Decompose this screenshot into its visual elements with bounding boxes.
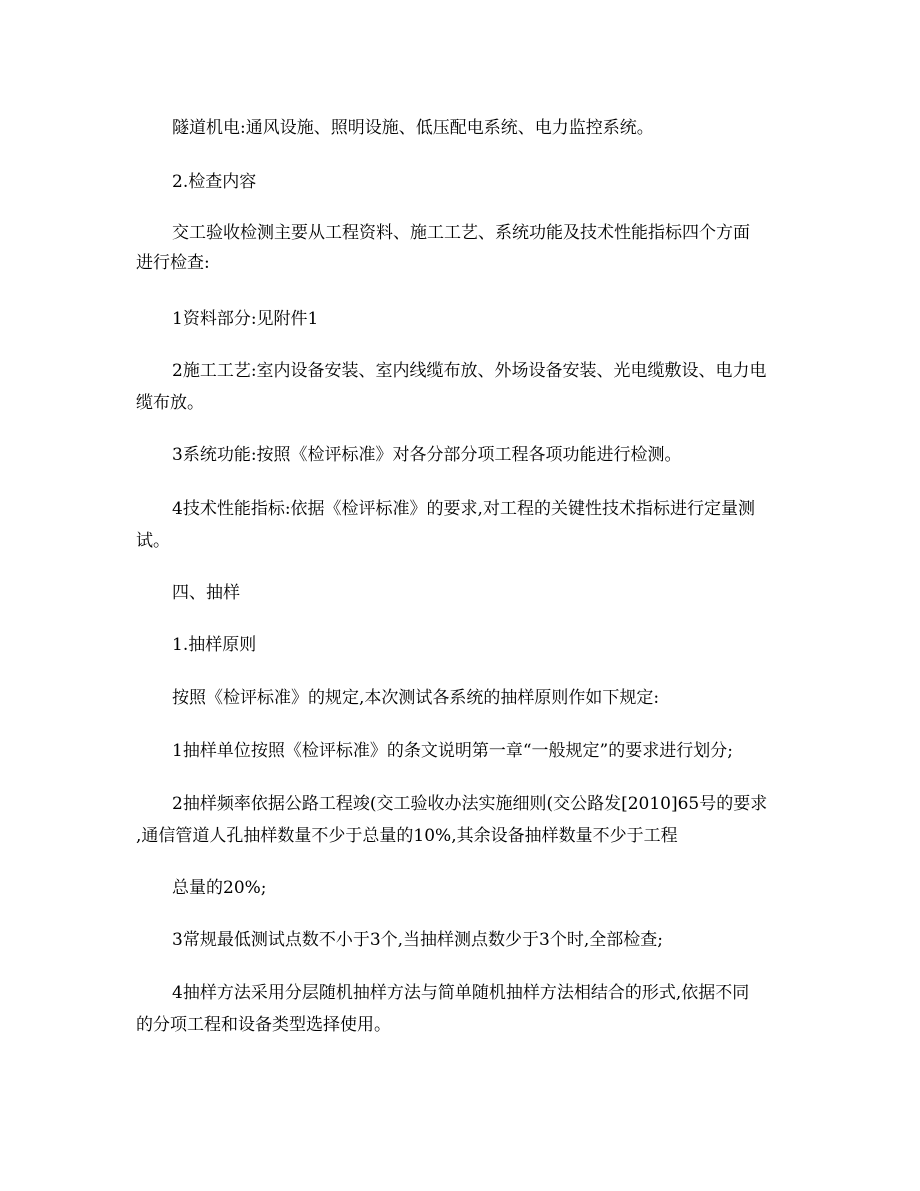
text-line: ,通信管道人孔抽样数量不少于总量的10%,其余设备抽样数量不少于工程 (136, 826, 678, 846)
section-heading: 1.抽样原则 (172, 635, 257, 655)
text-line: 按照《检评标准》的规定,本次测试各系统的抽样原则作如下规定: (172, 688, 660, 708)
section-heading: 2.检查内容 (172, 172, 257, 192)
text-line: 4抽样方法采用分层随机抽样方法与简单随机抽样方法相结合的形式,依据不同 (172, 983, 750, 1003)
text-line: 4技术性能指标:依据《检评标准》的要求,对工程的关键性技术指标进行定量测 (172, 499, 755, 519)
text-line: 的分项工程和设备类型选择使用。 (136, 1015, 391, 1035)
text-line: 进行检查: (136, 253, 210, 273)
text-line: 1资料部分:见附件1 (172, 309, 319, 329)
text-line: 3常规最低测试点数不小于3个,当抽样测点数少于3个时,全部检查; (172, 930, 663, 950)
text-line: 总量的20%; (172, 878, 267, 898)
text-line: 3系统功能:按照《检评标准》对各分部分项工程各项功能进行检测。 (172, 445, 682, 465)
text-line: 1抽样单位按照《检评标准》的条文说明第一章“一般规定”的要求进行划分; (172, 741, 733, 761)
text-line: 隧道机电:通风设施、照明设施、低压配电系统、电力监控系统。 (172, 118, 654, 138)
section-heading: 四、抽样 (172, 583, 240, 603)
text-line: 2施工工艺:室内设备安装、室内线缆布放、外场设备安装、光电缆敷设、电力电 (172, 361, 767, 381)
text-line: 2抽样频率依据公路工程竣(交工验收办法实施细则(交公路发[2010]65号的要求 (172, 794, 768, 814)
text-line: 试。 (136, 531, 170, 551)
text-line: 交工验收检测主要从工程资料、施工工艺、系统功能及技术性能指标四个方面 (172, 223, 750, 243)
text-line: 缆布放。 (136, 393, 204, 413)
